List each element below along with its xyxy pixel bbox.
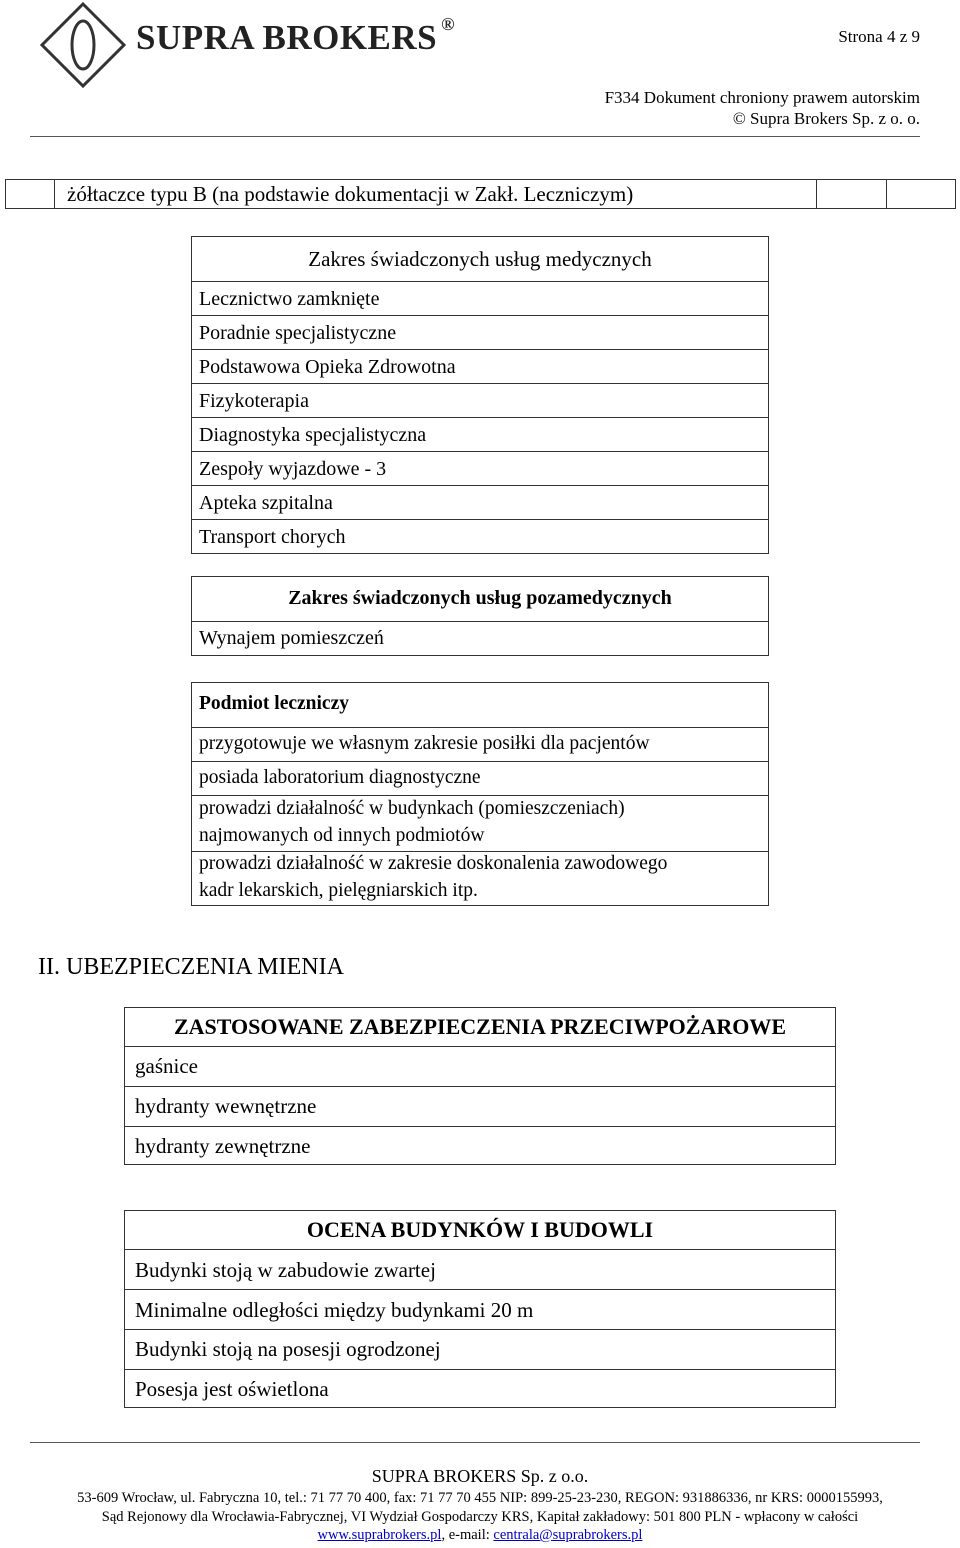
- table-row: [192, 485, 768, 486]
- table-row: [192, 727, 768, 728]
- table-row: [125, 1086, 835, 1087]
- table-title: Zakres świadczonych usług pozamedycznych: [288, 587, 672, 609]
- table-row: [192, 795, 768, 796]
- medical-services-table: [191, 236, 769, 554]
- section-heading: II. UBEZPIECZENIA MIENIA: [38, 954, 344, 980]
- footer-company: SUPRA BROKERS Sp. z o.o.: [371, 1466, 589, 1486]
- continuation-text: żółtaczce typu B (na podstawie dokumentacji w Zakł. Leczniczym): [67, 182, 634, 206]
- list-item: Fizykoterapia: [199, 390, 309, 412]
- table-row: [125, 1126, 835, 1127]
- website-link[interactable]: www.suprabrokers.pl: [317, 1527, 442, 1543]
- list-item: Transport chorych: [199, 526, 346, 548]
- list-item: hydranty wewnętrzne: [135, 1094, 317, 1118]
- table-row: [125, 1046, 835, 1047]
- table-row: [192, 851, 768, 852]
- footer-registry: Sąd Rejonowy dla Wrocławia-Fabrycznej, VI Wydział Gospodarczy KRS, Kapitał zakładowy: 501 800 PLN - wpłacony w całości: [101, 1509, 859, 1525]
- list-item: hydranty zewnętrzne: [135, 1134, 311, 1158]
- list-item: Lecznictwo zamknięte: [199, 288, 380, 310]
- list-item: Budynki stoją na posesji ogrodzonej: [135, 1337, 441, 1361]
- table-cell-divider: [816, 180, 817, 208]
- list-item: Wynajem pomieszczeń: [199, 627, 384, 649]
- table-title: Zakres świadczonych usług medycznych: [308, 247, 652, 271]
- table-title: OCENA BUDYNKÓW I BUDOWLI: [306, 1217, 654, 1242]
- table-cell-divider: [54, 180, 55, 208]
- fire-protection-table: [124, 1007, 836, 1165]
- table-row: [125, 1329, 835, 1330]
- copyright-note: F334 Dokument chroniony prawem autorskim: [604, 88, 920, 107]
- footer-contact: [0, 1527, 960, 1544]
- table-title: Podmiot leczniczy: [199, 693, 349, 714]
- table-row: [125, 1249, 835, 1250]
- table-row: [125, 1369, 835, 1370]
- email-label: , e-mail:: [441, 1527, 494, 1543]
- list-item: Minimalne odległości między budynkami 20 m: [135, 1298, 534, 1322]
- list-item: prowadzi działalność w zakresie doskonalenia zawodowego: [199, 853, 668, 874]
- list-item: Apteka szpitalna: [199, 492, 333, 514]
- list-item: gaśnice: [135, 1054, 198, 1078]
- list-item: Budynki stoją w zabudowie zwartej: [135, 1258, 436, 1282]
- continuation-table-row: [5, 179, 956, 209]
- registered-mark: ®: [441, 14, 456, 35]
- table-row: [192, 281, 768, 282]
- footer-address: 53-609 Wrocław, ul. Fabryczna 10, tel.: 71 77 70 400, fax: 71 77 70 455 NIP: 899-25-23-230, REGON: 931886336, nr KRS: 0000155993,: [77, 1490, 883, 1506]
- table-row: [125, 1289, 835, 1290]
- list-item: prowadzi działalność w budynkach (pomieszczeniach): [199, 798, 625, 819]
- copyright-line: © Supra Brokers Sp. z o. o.: [732, 109, 920, 128]
- table-row: [192, 621, 768, 622]
- list-item: Podstawowa Opieka Zdrowotna: [199, 356, 456, 378]
- supra-brokers-logo: [40, 2, 126, 88]
- email-link[interactable]: centrala@suprabrokers.pl: [493, 1527, 643, 1543]
- table-row: [192, 519, 768, 520]
- table-row: [192, 383, 768, 384]
- list-item: Zespoły wyjazdowe - 3: [199, 458, 387, 480]
- table-row: [192, 349, 768, 350]
- table-title: ZASTOSOWANE ZABEZPIECZENIA PRZECIWPOŻAROWE: [173, 1014, 787, 1039]
- medical-entity-table: [191, 682, 769, 906]
- table-cell-divider: [886, 180, 887, 208]
- list-item: posiada laboratorium diagnostyczne: [199, 767, 481, 788]
- list-item: Posesja jest oświetlona: [135, 1377, 329, 1401]
- brand-name: SUPRA BROKERS ®: [136, 14, 456, 57]
- list-item: Poradnie specjalistyczne: [199, 322, 397, 344]
- table-row: [192, 451, 768, 452]
- page-number: Strona 4 z 9: [838, 27, 920, 46]
- table-row: [192, 761, 768, 762]
- list-item: najmowanych od innych podmiotów: [199, 825, 485, 846]
- header-divider: [30, 136, 920, 137]
- non-medical-services-table: [191, 576, 769, 656]
- building-assessment-table: [124, 1210, 836, 1408]
- list-item: kadr lekarskich, pielęgniarskich itp.: [199, 880, 478, 901]
- footer-divider: [30, 1442, 920, 1443]
- table-row: [192, 315, 768, 316]
- list-item: przygotowuje we własnym zakresie posiłki dla pacjentów: [199, 733, 650, 754]
- list-item: Diagnostyka specjalistyczna: [199, 424, 427, 446]
- table-row: [192, 417, 768, 418]
